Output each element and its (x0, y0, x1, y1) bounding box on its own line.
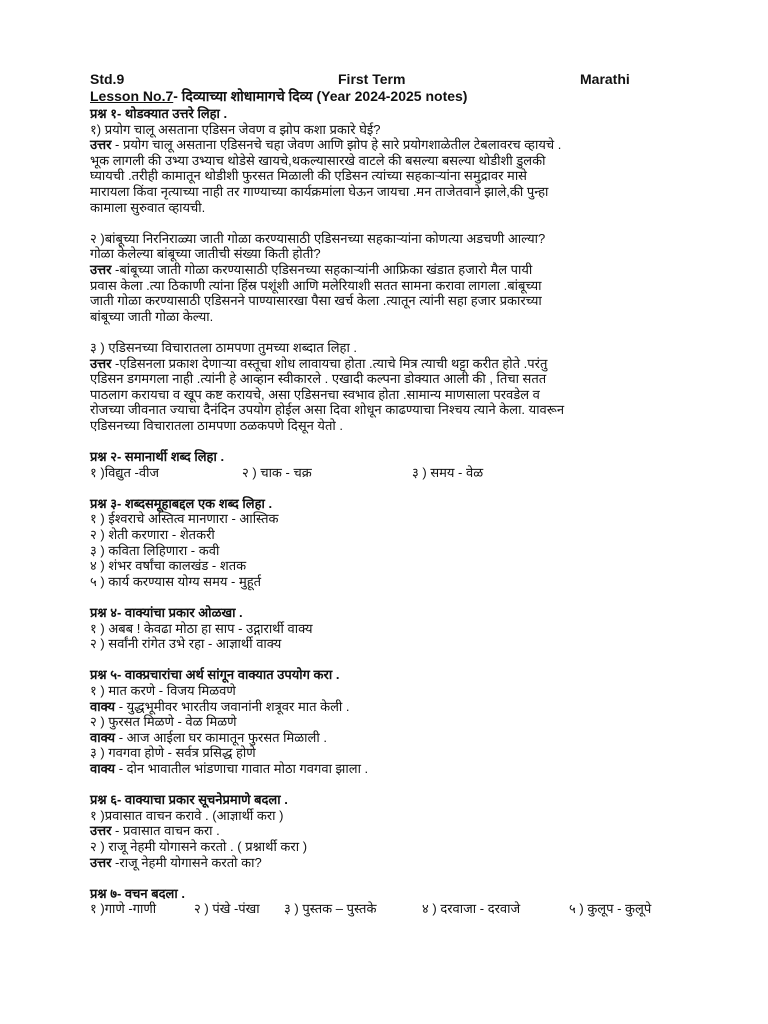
answer-1a-line: कामाला सुरुवात व्हायची. (90, 199, 206, 215)
question-1c: ३ ) एडिसनच्या विचारातला ठामपणा तुमच्या शब्दात लिहा . (90, 339, 358, 355)
sentence-type-item: २ ) सर्वांनी रांगेत उभे रहा - आज्ञार्थी वाक्य (90, 636, 282, 652)
answer-1b-line: प्रवास केला .त्या ठिकाणी त्यांना हिंस्र पशूंशी आणि मलेरियाशी सतत सामना करावा लागला .बांबूच्या (90, 277, 542, 293)
answer-1c-line: पाठलाग करायचा व खूप कष्ट करायचे, असा एडिसनचा स्वभाव होता .सामान्य माणसाला परवडेल व (90, 386, 540, 402)
subject-label: Marathi (580, 71, 630, 87)
idiom-sentence: - दोन भावातील भांडणाचा गावात मोठा गवगवा झाला . (115, 760, 369, 776)
transform-answer: -राजू नेहमी योगासने करतो का? (111, 854, 262, 870)
question-7-heading: प्रश्न ७- वचन बदला . (90, 885, 185, 901)
one-word-item: ५ ) कार्य करण्यास योग्य समय - मुहूर्त (90, 573, 262, 589)
number-change-item: १ )गाणे -गाणी (90, 901, 157, 917)
answer-1a-line: - प्रयोग चालू असताना एडिसनचे चहा जेवण आणि झोप हे सारे प्रयोगशाळेतील टेबलावरच व्हायचे . (111, 137, 562, 153)
answer-label: उत्तर (90, 854, 112, 870)
one-word-item: ४ ) शंभर वर्षांचा कालखंड - शतक (90, 558, 247, 574)
number-change-item: ५ ) कुलूप - कुलूपे (569, 901, 652, 917)
question-5-heading: प्रश्न ५- वाक्प्रचारांचा अर्थ सांगून वाक्यात उपयोग करा . (90, 667, 340, 683)
answer-1c-line: एडिसन डगमगला नाही .त्यांनी हे आव्हान स्वीकारले . एखादी कल्पना डोक्यात आली की , तिचा सतत (90, 371, 547, 387)
idiom-item: ३ ) गवगवा होणे - सर्वत्र प्रसिद्ध होणे (90, 745, 256, 761)
question-3-heading: प्रश्न ३- शब्दसमूहाबद्दल एक शब्द लिहा . (90, 495, 273, 511)
answer-label: उत्तर (90, 137, 112, 153)
answer-label: उत्तर (90, 261, 112, 277)
answer-label: उत्तर (90, 823, 112, 839)
answer-1b-line: -बांबूच्या जाती गोळा करण्यासाठी एडिसनच्या सहकाऱ्यांनी आफ्रिका खंडात हजारो मैल पायी (111, 261, 533, 277)
question-2-heading: प्रश्न २- समानार्थी शब्द लिहा . (90, 449, 225, 465)
answer-1c-line: -एडिसनला प्रकाश देणाऱ्या वस्तूचा शोध लावायचा होता .त्याचे मित्र त्याची थट्टा करीत होते .परंतु (111, 355, 548, 371)
question-1a: १) प्रयोग चालू असताना एडिसन जेवण व झोप कशा प्रकारे घेई? (90, 121, 381, 137)
term-label: First Term (338, 71, 406, 87)
transform-question: २ ) राजू नेहमी योगासने करतो . ( प्रश्नार्थी करा ) (90, 838, 308, 854)
number-change-row (90, 901, 690, 917)
question-4-heading: प्रश्न ४- वाक्यांचा प्रकार ओळखा . (90, 605, 243, 620)
answer-1a-line: घ्यायची .तरीही कामातून थोडीशी फुरसत मिळाली की एडिसन त्यांच्या सहकाऱ्यांना समुद्रावर मासे (90, 168, 527, 184)
standard-label: Std.9 (90, 71, 125, 87)
idiom-item: २ ) फुरसत मिळणे - वेळ मिळणे (90, 714, 237, 730)
sentence-label: वाक्य (90, 698, 116, 714)
question-6-heading: प्रश्न ६- वाक्याचा प्रकार सूचनेप्रमाणे बदला . (90, 792, 288, 808)
transform-question: १ )प्रवासात वाचन करावे . (आज्ञार्थी करा ) (90, 807, 284, 823)
sentence-type-item: १ ) अबब ! केवढा मोठा हा साप - उद्गारार्थी वाक्य (90, 620, 313, 636)
lesson-title (90, 89, 467, 105)
synonym-row (90, 465, 690, 481)
idiom-sentence: - आज आईला घर कामातून फुरसत मिळाली . (115, 729, 327, 745)
sentence-label: वाक्य (90, 729, 116, 745)
answer-1b-line: जाती गोळा करण्यासाठी एडिसनने पाण्यासारखा पैसा खर्च केला .त्यातून त्यांनी सहा हजार प्रकारच्या (90, 293, 542, 309)
number-change-item: २ ) पंखे -पंखा (194, 901, 260, 917)
answer-1c-line: रोजच्या जीवनात ज्याचा दैनंदिन उपयोग होईल असा दिवा शोधून काढण्याचा निश्चय त्याने केला. यावरून (90, 402, 565, 418)
one-word-item: २ ) शेती करणारा - शेतकरी (90, 527, 215, 543)
idiom-sentence: - युद्धभूमीवर भारतीय जवानांनी शत्रूवर मात केली . (115, 698, 350, 714)
question-1-heading: प्रश्न १- थोडक्यात उत्तरे लिहा . (90, 106, 228, 121)
synonym-item: २ ) चाक - चक्र (242, 464, 312, 480)
answer-1a-line: मारायला किंवा नृत्याच्या नाही तर गाण्याच्या कार्यक्रमांला घेऊन जायचा .मन ताजेतवाने झाले,की पुन्हा (90, 183, 549, 199)
year-note: (Year 2024-2025 notes) (312, 88, 468, 104)
sentence-label: वाक्य (90, 760, 116, 776)
synonym-item: ३ ) समय - वेळ (412, 464, 484, 480)
transform-answer: - प्रवासात वाचन करा . (111, 823, 220, 839)
question-1b: २ )बांबूच्या निरनिराळ्या जाती गोळा करण्यासाठी एडिसनच्या सहकाऱ्यांना कोणत्या अडचणी आल्या? (90, 230, 546, 246)
question-1b: गोळा केलेल्या बांबूच्या जातीची संख्या किती होती? (90, 246, 321, 262)
synonym-item: १ )विद्युत -वीज (90, 464, 160, 480)
idiom-item: १ ) मात करणे - विजय मिळवणे (90, 682, 236, 698)
one-word-item: १ ) ईश्वराचे अस्तित्व मानणारा - आस्तिक (90, 511, 279, 527)
lesson-name: - दिव्याच्या शोधामागचे दिव्य (173, 88, 313, 104)
lesson-number: Lesson No.7 (90, 88, 174, 104)
notes-content (90, 106, 690, 917)
number-change-item: ४ ) दरवाजा - दरवाजे (422, 901, 521, 917)
one-word-item: ३ ) कविता लिहिणारा - कवी (90, 542, 220, 558)
answer-1a-line: भूक लागली की उभ्या उभ्याच थोडेसे खायचे,थकल्यासारखे वाटले की बसल्या बसल्या थोडीशी डुलकी (90, 152, 546, 168)
answer-label: उत्तर (90, 355, 112, 371)
number-change-item: ३ ) पुस्तक – पुस्तके (284, 901, 377, 917)
answer-1c-line: एडिसनच्या विचारातला ठामपणा ठळकपणे दिसून येतो . (90, 417, 343, 433)
answer-1b-line: बांबूच्या जाती गोळा केल्या. (90, 308, 214, 324)
